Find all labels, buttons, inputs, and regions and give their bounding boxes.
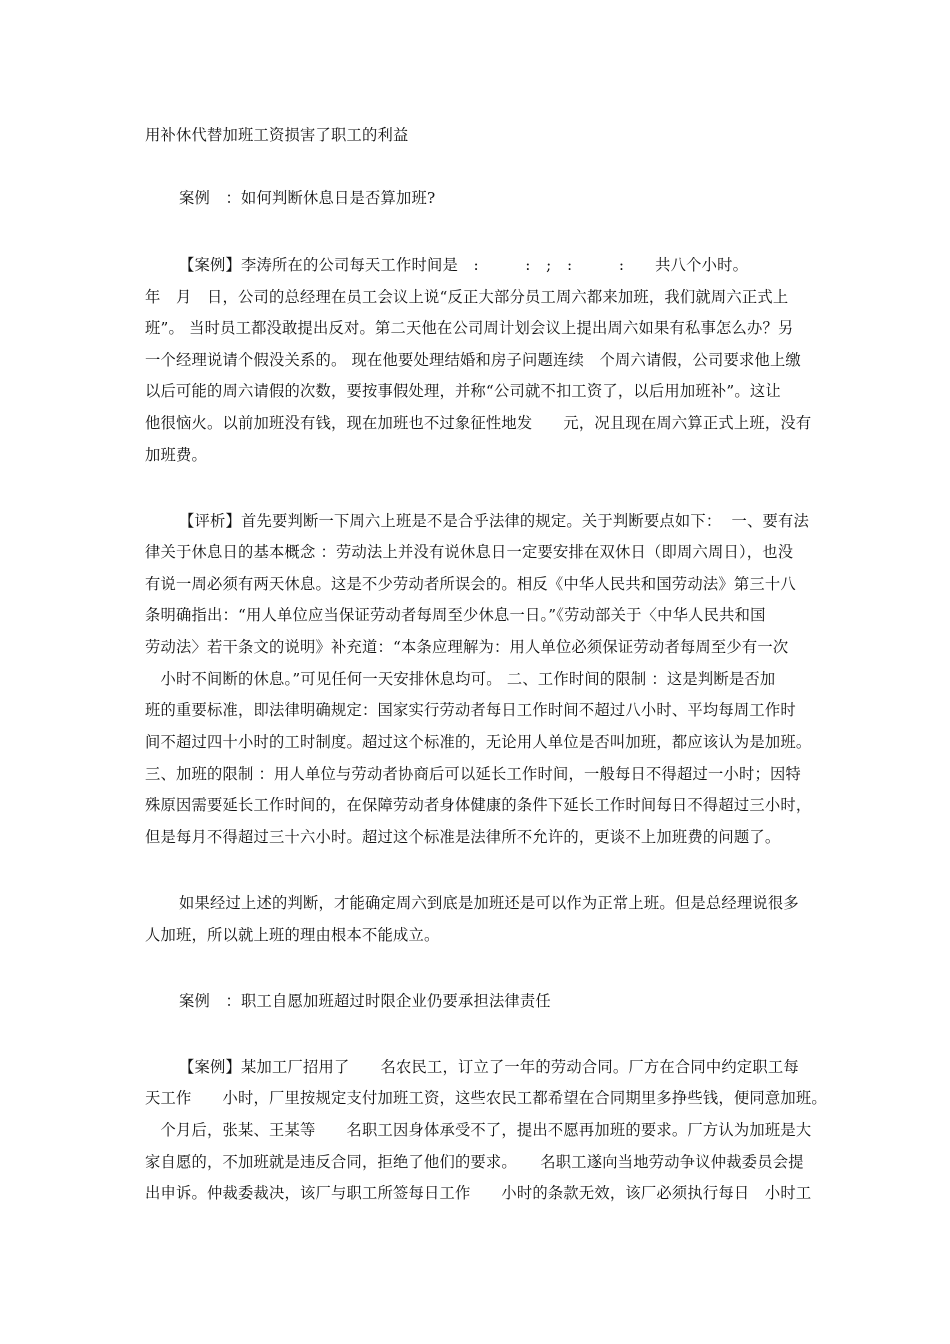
text-line: 人加班，所以就上班的理由根本不能成立。 xyxy=(145,926,440,944)
text-line: 但是每月不得超过三十六小时。超过这个标准是法律所不允许的，更谈不上加班费的问题了。 xyxy=(145,828,781,846)
text-line: 出申诉。仲裁委裁决，该厂与职工所签每日工作 小时的条款无效，该厂必须执行每日 小时工 xyxy=(145,1184,812,1202)
case1-heading: 案例 ：如何判断休息日是否算加班? xyxy=(179,189,436,207)
text-line: 间不超过四十小时的工时制度。超过这个标准的，无论用人单位是否叫加班，都应该认为是加班。 xyxy=(145,733,812,751)
text-line: 【评析】首先要判断一下周六上班是不是合乎法律的规定。关于判断要点如下： 一、要有法 xyxy=(179,512,810,530)
text-line: 三、加班的限制 ：用人单位与劳动者协商后可以延长工作时间，一般每日不得超过一小时；因特 xyxy=(145,765,801,783)
document-title: 用补休代替加班工资损害了职工的利益 xyxy=(145,126,409,144)
text-line: 【案例】李涛所在的公司每天工作时间是 : : ; : : 共八个小时。 xyxy=(179,256,749,274)
text-line: 家自愿的，不加班就是违反合同，拒绝了他们的要求。 名职工遂向当地劳动争议仲裁委员会提 xyxy=(145,1153,804,1171)
text-line: 班的重要标准，即法律明确规定：国家实行劳动者每日工作时间不超过八小时、平均每周工作时 xyxy=(145,701,796,719)
text-line: 班”。 当时员工都没敢提出反对。第二天他在公司周计划会议上提出周六如果有私事怎么办？另 xyxy=(145,319,794,337)
text-line: 小时不间断的休息。”可见任何一天安排休息均可。 二、工作时间的限制 ：这是判断是否加 xyxy=(145,670,776,688)
text-line: 他很恼火。以前加班没有钱，现在加班也不过象征性地发 元，况且现在周六算正式上班，没有 xyxy=(145,414,812,432)
case2-heading: 案例 ：职工自愿加班超过时限企业仍要承担法律责任 xyxy=(179,992,551,1010)
text-line: 以后可能的周六请假的次数，要按事假处理，并称“公司就不扣工资了，以后用加班补”。这让 xyxy=(145,382,781,400)
text-line: 条明确指出：“用人单位应当保证劳动者每周至少休息一日。”《劳动部关于〈中华人民共和国 xyxy=(145,606,766,624)
text-line: 劳动法〉若干条文的说明》补充道：“本条应理解为：用人单位必须保证劳动者每周至少有一次 xyxy=(145,638,789,656)
text-line: 【案例】某加工厂招用了 名农民工，订立了一年的劳动合同。厂方在合同中约定职工每 xyxy=(179,1058,799,1076)
text-line: 加班费。 xyxy=(145,446,207,464)
text-line: 个月后，张某、王某等 名职工因身体承受不了，提出不愿再加班的要求。厂方认为加班是大 xyxy=(145,1121,812,1139)
text-line: 天工作 小时，厂里按规定支付加班工资，这些农民工都希望在合同期里多挣些钱，便同意加班。 xyxy=(145,1089,827,1107)
text-line: 有说一周必须有两天休息。这是不少劳动者所误会的。相反《中华人民共和国劳动法》第三十八 xyxy=(145,575,796,593)
text-line: 一个经理说请个假没关系的。 现在他要处理结婚和房子问题连续 个周六请假，公司要求他上缴 xyxy=(145,351,801,369)
text-line: 殊原因需要延长工作时间的，在保障劳动者身体健康的条件下延长工作时间每日不得超过三小时， xyxy=(145,796,812,814)
text-line: 如果经过上述的判断，才能确定周六到底是加班还是可以作为正常上班。但是总经理说很多 xyxy=(179,894,799,912)
text-line: 年 月 日，公司的总经理在员工会议上说“反正大部分员工周六都来加班，我们就周六正式上 xyxy=(145,288,789,306)
text-line: 律关于休息日的基本概念 ：劳动法上并没有说休息日一定要安排在双休日（即周六周日），也没 xyxy=(145,543,794,561)
